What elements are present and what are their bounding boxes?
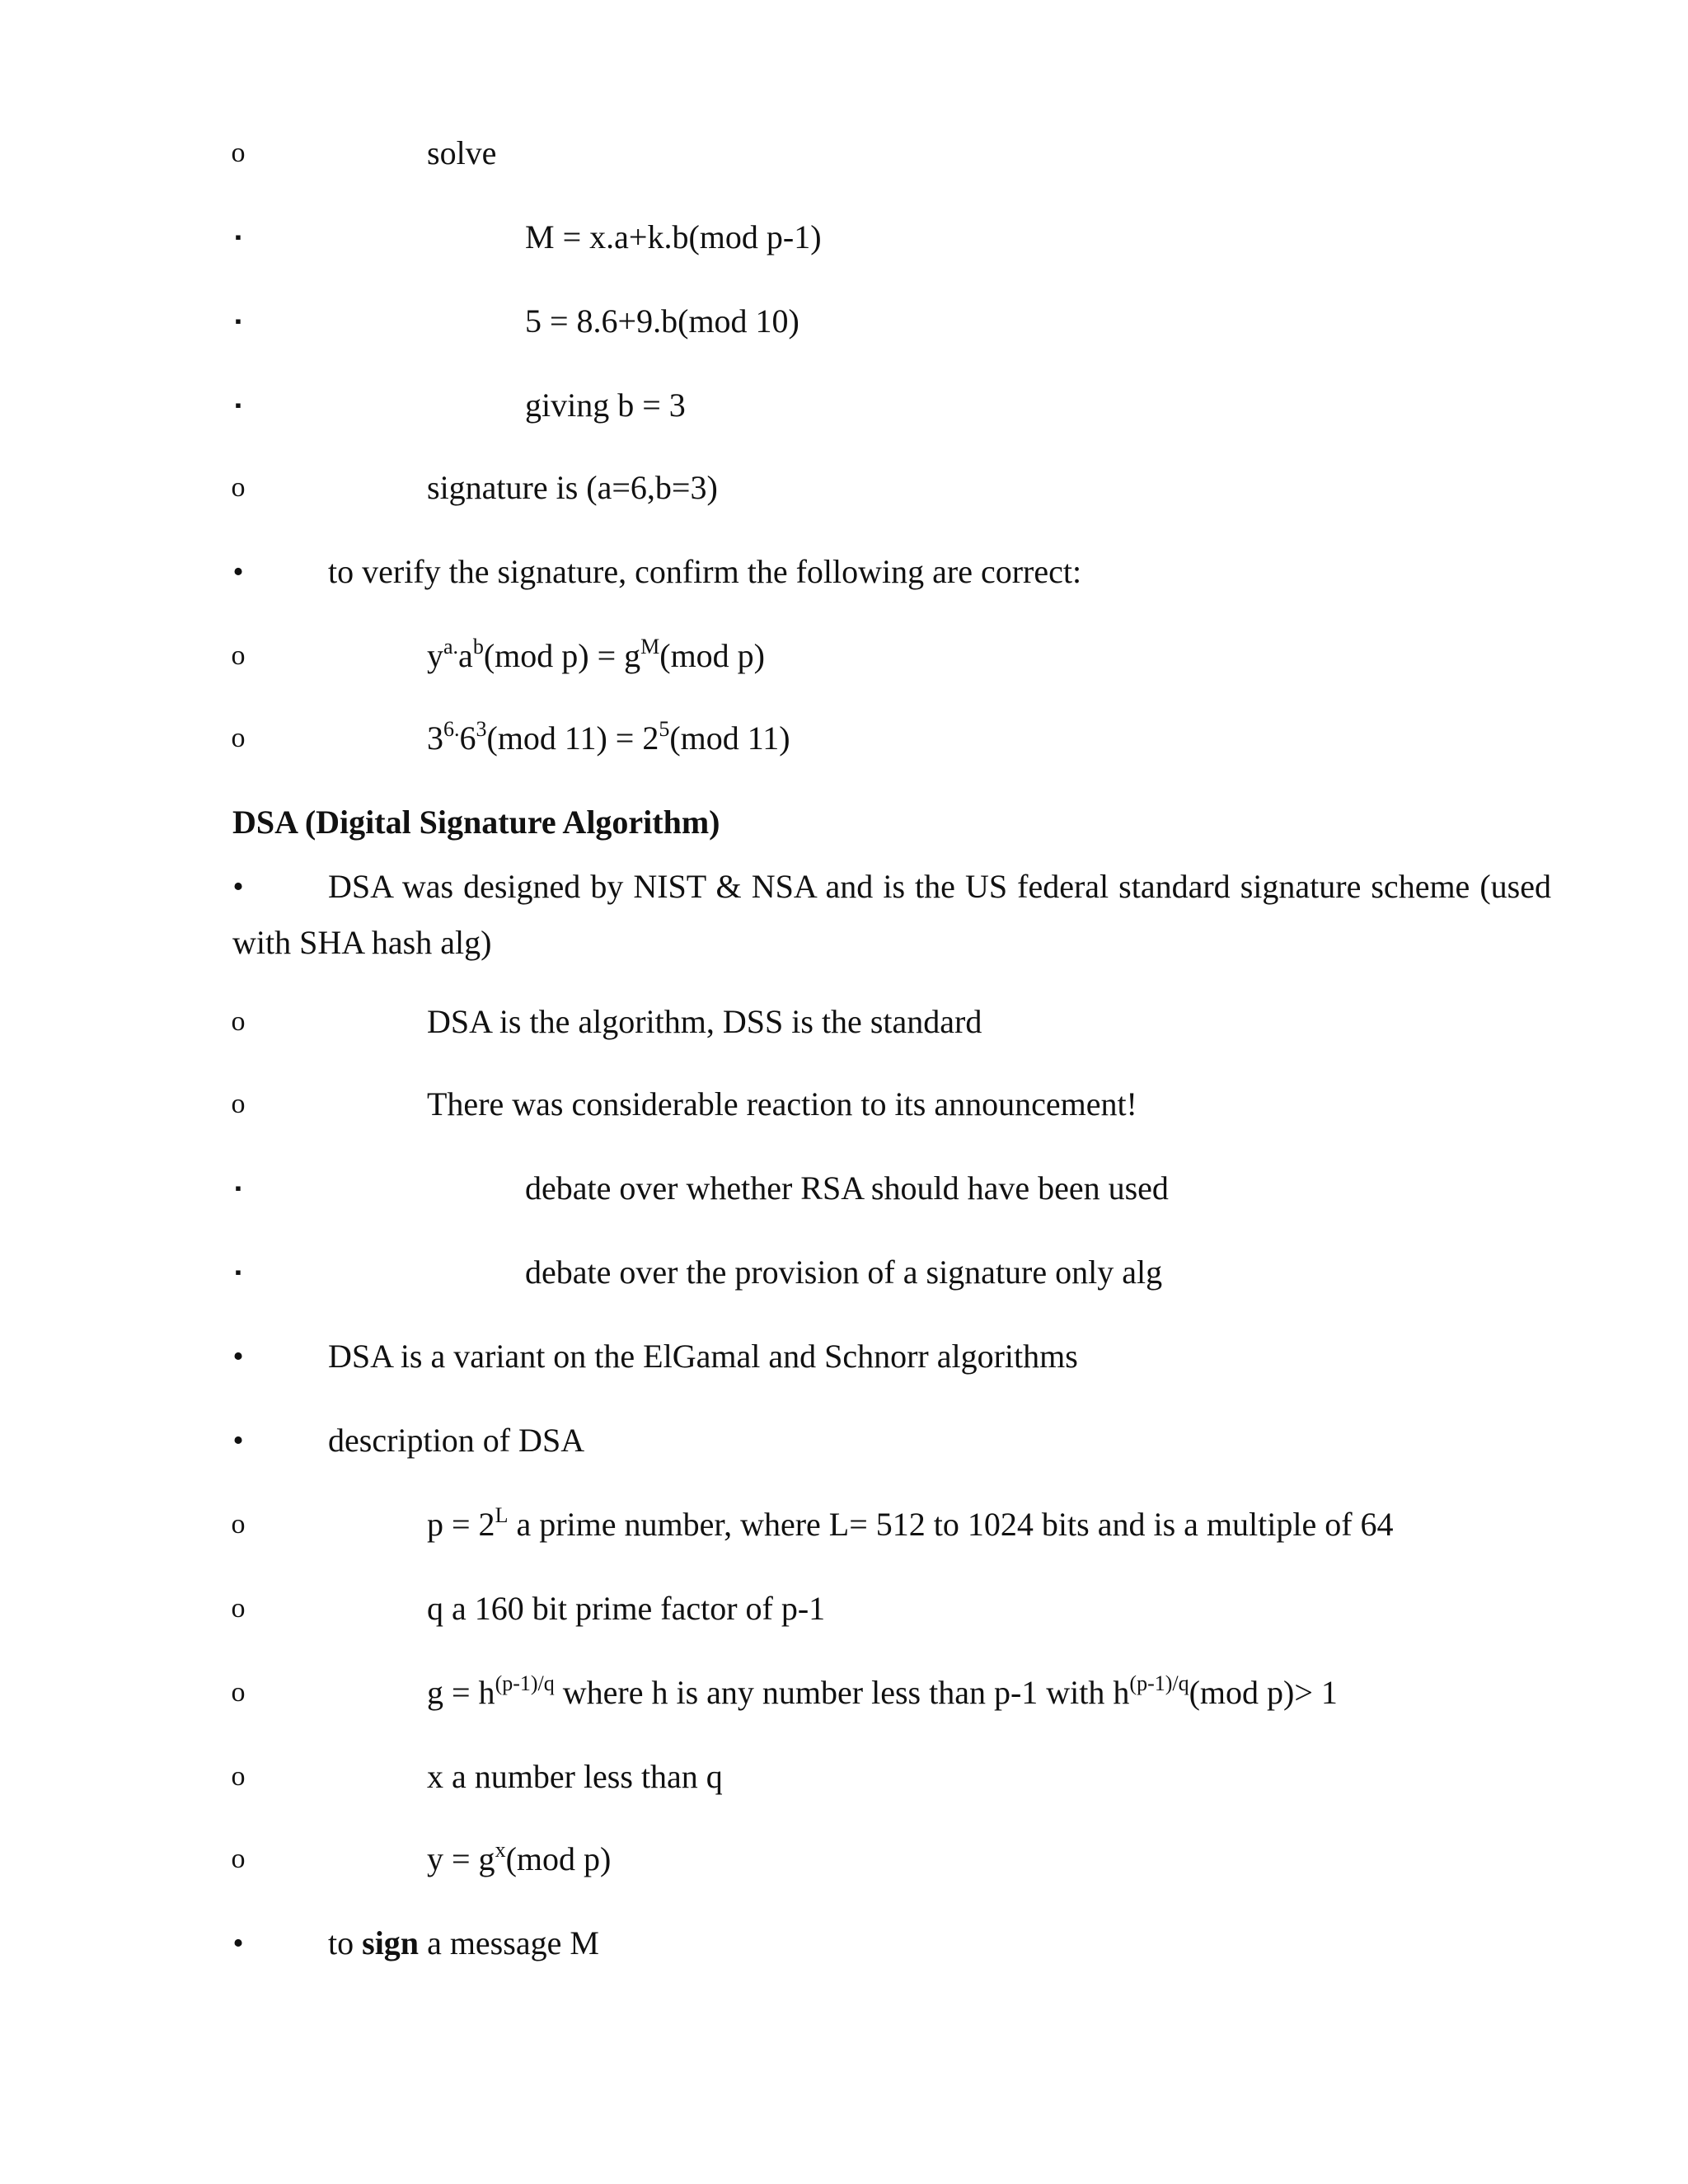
square-bullet-icon: ▪ bbox=[235, 1178, 241, 1198]
eq-part: (mod 11) bbox=[669, 719, 790, 757]
item-text bbox=[328, 1919, 599, 1968]
eq-superscript: x bbox=[495, 1837, 506, 1862]
list-item-giving bbox=[0, 381, 1688, 430]
list-item-variant bbox=[0, 1332, 1688, 1381]
paragraph-dsa-designed bbox=[232, 859, 1551, 971]
circle-bullet-icon: o bbox=[231, 723, 246, 753]
circle-bullet-icon: o bbox=[231, 1509, 246, 1540]
item-text: x a number less than q bbox=[427, 1758, 723, 1795]
list-item-q bbox=[0, 1584, 1688, 1633]
eq-superscript: 5 bbox=[659, 716, 670, 741]
item-text: debate over the provision of a signature only alg bbox=[525, 1254, 1163, 1291]
item-text: DSA is a variant on the ElGamal and Schnorr algorithms bbox=[328, 1338, 1078, 1375]
eq-part: a bbox=[458, 637, 473, 674]
item-text: There was considerable reaction to its announcement! bbox=[427, 1085, 1137, 1122]
square-bullet-icon: ▪ bbox=[235, 1262, 241, 1282]
list-item-verify-equation-1 bbox=[0, 631, 1688, 681]
sign-text-pre: to bbox=[328, 1924, 363, 1961]
square-bullet-icon: ▪ bbox=[235, 227, 241, 247]
equation-text bbox=[427, 714, 790, 763]
equation-text bbox=[427, 1668, 1338, 1718]
paragraph-line-2: with SHA hash alg) bbox=[232, 924, 492, 961]
equation-text bbox=[427, 1835, 611, 1884]
circle-bullet-icon: o bbox=[231, 1761, 246, 1792]
list-item-description bbox=[0, 1416, 1688, 1465]
eq-part: where h is any number less than p-1 with h bbox=[554, 1674, 1130, 1711]
square-bullet-icon: ▪ bbox=[235, 395, 241, 415]
list-item-signature bbox=[0, 463, 1688, 513]
item-text: to verify the signature, confirm the following are correct: bbox=[328, 553, 1082, 590]
circle-bullet-icon: o bbox=[231, 138, 246, 168]
list-item-p-equation bbox=[0, 1500, 1688, 1549]
eq-part: a prime number, where L= 512 to 1024 bits and is a multiple of 64 bbox=[508, 1506, 1394, 1543]
item-text: giving b = 3 bbox=[525, 387, 686, 424]
section-heading: DSA (Digital Signature Algorithm) bbox=[232, 804, 720, 841]
list-item-verify bbox=[0, 547, 1688, 597]
eq-superscript: M bbox=[640, 634, 660, 658]
item-text: solve bbox=[427, 134, 497, 171]
dot-bullet-icon: • bbox=[232, 1926, 244, 1961]
eq-superscript: a. bbox=[443, 634, 459, 658]
list-item-x bbox=[0, 1752, 1688, 1802]
circle-bullet-icon: o bbox=[231, 640, 246, 671]
eq-superscript: b bbox=[472, 634, 484, 658]
list-item-sign bbox=[0, 1919, 1688, 1968]
circle-bullet-icon: o bbox=[231, 1006, 246, 1037]
eq-superscript: L bbox=[495, 1502, 509, 1527]
equation-text bbox=[427, 1500, 1394, 1549]
eq-part: (mod 11) = 2 bbox=[486, 719, 659, 757]
list-item-alg-standard bbox=[0, 997, 1688, 1047]
circle-bullet-icon: o bbox=[231, 1677, 246, 1708]
eq-part: (mod p) = g bbox=[483, 637, 641, 674]
eq-superscript: (p-1)/q bbox=[495, 1671, 555, 1695]
circle-bullet-icon: o bbox=[231, 1844, 246, 1874]
eq-part: (mod p)> 1 bbox=[1189, 1674, 1338, 1711]
eq-part: (mod p) bbox=[659, 637, 766, 674]
item-text: M = x.a+k.b(mod p-1) bbox=[525, 218, 822, 255]
eq-superscript: (p-1)/q bbox=[1129, 1671, 1189, 1695]
sign-text-post: a message M bbox=[419, 1924, 599, 1961]
eq-part: g = h bbox=[427, 1674, 495, 1711]
item-text: description of DSA bbox=[328, 1422, 585, 1459]
eq-superscript: 6. bbox=[443, 716, 460, 741]
eq-part: (mod p) bbox=[505, 1840, 612, 1877]
list-item-g-equation bbox=[0, 1668, 1688, 1718]
eq-part: y bbox=[427, 637, 443, 674]
item-text: debate over whether RSA should have been used bbox=[525, 1169, 1169, 1207]
eq-part: y = g bbox=[427, 1840, 495, 1877]
dot-bullet-icon: • bbox=[232, 869, 244, 904]
dot-bullet-icon: • bbox=[232, 1339, 244, 1374]
list-item-debate-signature bbox=[0, 1248, 1688, 1297]
list-item-equation-m bbox=[0, 213, 1688, 262]
list-item-solve bbox=[0, 129, 1688, 178]
list-item-y-equation bbox=[0, 1835, 1688, 1884]
list-item-verify-equation-2 bbox=[0, 714, 1688, 763]
square-bullet-icon: ▪ bbox=[235, 311, 241, 331]
list-item-debate-rsa bbox=[0, 1164, 1688, 1213]
circle-bullet-icon: o bbox=[231, 472, 246, 503]
eq-superscript: 3 bbox=[476, 716, 487, 741]
item-text: DSA is the algorithm, DSS is the standard bbox=[427, 1003, 982, 1040]
eq-part: 3 bbox=[427, 719, 443, 757]
list-item-equation-5 bbox=[0, 297, 1688, 346]
equation-text bbox=[427, 631, 765, 681]
list-item-reaction bbox=[0, 1080, 1688, 1129]
dot-bullet-icon: • bbox=[232, 1423, 244, 1458]
item-text: q a 160 bit prime factor of p-1 bbox=[427, 1590, 826, 1627]
circle-bullet-icon: o bbox=[231, 1089, 246, 1119]
item-text: 5 = 8.6+9.b(mod 10) bbox=[525, 302, 799, 340]
item-text: signature is (a=6,b=3) bbox=[427, 469, 718, 506]
eq-part: 6 bbox=[459, 719, 476, 757]
sign-text-bold: sign bbox=[362, 1924, 420, 1961]
eq-part: p = 2 bbox=[427, 1506, 495, 1543]
circle-bullet-icon: o bbox=[231, 1593, 246, 1624]
dot-bullet-icon: • bbox=[232, 555, 244, 589]
paragraph-line-1: DSA was designed by NIST & NSA and is the US federal standard signature scheme (used bbox=[328, 868, 1551, 905]
